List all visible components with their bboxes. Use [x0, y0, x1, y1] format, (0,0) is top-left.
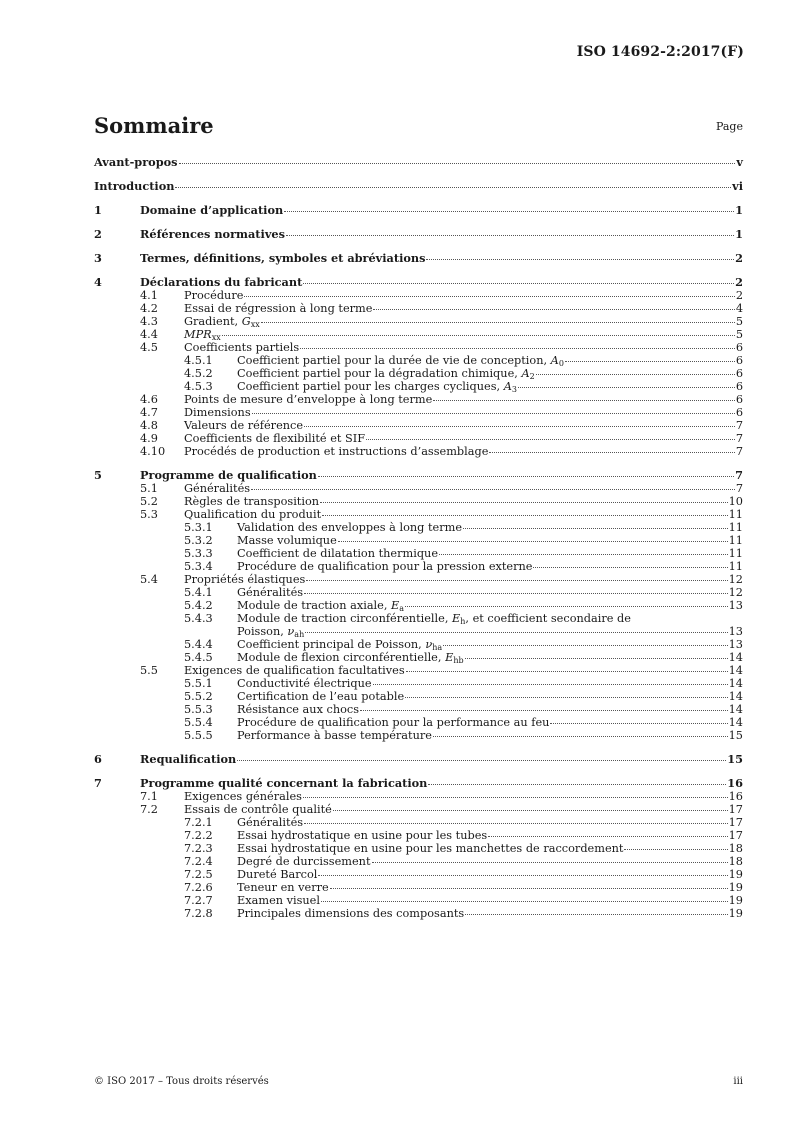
toc-entry-title: Teneur en verre — [237, 881, 329, 894]
toc-entry-title: Coefficient partiel pour les charges cycliques, $A_3$ — [237, 380, 517, 394]
toc-entry-page: 18 — [728, 842, 743, 855]
toc-entry-number: 7.2.4 — [184, 855, 213, 868]
toc-entry-number: 7.2.7 — [184, 894, 213, 907]
toc-entry[interactable] — [94, 599, 743, 612]
toc-entry-page: 7 — [735, 419, 743, 432]
toc-entry-number: 5.4.1 — [184, 586, 213, 599]
toc-leader-dots — [304, 593, 728, 594]
page-column-label: Page — [715, 120, 743, 133]
toc-entry[interactable] — [94, 482, 743, 495]
toc-entry-page: 6 — [735, 354, 743, 367]
toc-leader-dots — [318, 875, 727, 876]
toc-leader-dots — [443, 645, 727, 646]
toc-leader-dots — [304, 426, 735, 427]
page-title: Sommaire — [94, 113, 214, 138]
toc-leader-dots — [330, 888, 728, 889]
toc-entry-number: 4.2 — [140, 302, 158, 315]
toc-entry-page: 19 — [728, 894, 743, 907]
toc-leader-dots — [428, 784, 726, 785]
toc-entry[interactable] — [94, 625, 743, 638]
toc-entry-title: Coefficients de flexibilité et SIF — [184, 432, 366, 445]
toc-entry-page: 19 — [728, 881, 743, 894]
toc-leader-dots — [465, 658, 728, 659]
toc-entry-number: 4.7 — [140, 406, 158, 419]
toc-leader-dots — [261, 322, 735, 323]
toc-entry-title: Coefficient partiel pour la durée de vie de conception, $A_0$ — [237, 354, 564, 368]
toc-entry[interactable] — [94, 868, 743, 881]
toc-entry[interactable] — [94, 842, 743, 855]
toc-entry-page: 14 — [728, 677, 743, 690]
toc-entry-number: 5.5.1 — [184, 677, 213, 690]
toc-entry-page: 15 — [728, 729, 743, 742]
toc-entry-page: 7 — [735, 432, 743, 445]
toc-leader-dots — [465, 914, 727, 915]
toc-entry-number: 5.4.3 — [184, 612, 213, 625]
toc-entry-page: 6 — [735, 393, 743, 406]
toc-entry-number: 4.5.1 — [184, 354, 213, 367]
toc-leader-dots — [300, 348, 735, 349]
toc-entry-page: 7 — [735, 482, 743, 495]
toc-entry[interactable] — [94, 508, 743, 521]
toc-leader-dots — [366, 439, 735, 440]
toc-entry-number: 5.3.3 — [184, 547, 213, 560]
toc-entry-title: Procédés de production et instructions d’assemblage — [184, 445, 489, 458]
document-code: ISO 14692-2:2017(F) — [576, 44, 744, 60]
toc-leader-dots — [320, 502, 728, 503]
toc-leader-dots — [463, 528, 728, 529]
toc-entry-page: 14 — [728, 716, 743, 729]
toc-entry-number: 7.2.3 — [184, 842, 213, 855]
toc-entry-number: 5.3.4 — [184, 560, 213, 573]
toc-entry[interactable] — [94, 521, 743, 534]
toc-leader-dots — [372, 862, 728, 863]
toc-entry-page: 7 — [735, 468, 743, 482]
toc-entry-title: Procédure — [184, 289, 244, 302]
toc-entry[interactable] — [94, 406, 743, 419]
toc-entry-page: 1 — [735, 227, 743, 241]
toc-entry-page: 2 — [735, 289, 743, 302]
toc-entry-page: 10 — [728, 495, 743, 508]
toc-entry-title: Références normatives — [140, 227, 285, 241]
toc-leader-dots — [406, 671, 728, 672]
toc-entry-title: Avant-propos — [94, 155, 178, 169]
toc-entry[interactable] — [94, 315, 743, 328]
toc-leader-dots — [360, 710, 728, 711]
toc-entry-page: 4 — [735, 302, 743, 315]
toc-entry-title: Masse volumique — [237, 534, 337, 547]
toc-entry[interactable] — [94, 586, 743, 599]
toc-entry-number: 4.4 — [140, 328, 158, 341]
toc-leader-dots — [303, 283, 734, 284]
toc-entry[interactable] — [94, 367, 743, 380]
toc-entry-title: Procédure de qualification pour la performance au feu — [237, 716, 550, 729]
toc-entry-title: Introduction — [94, 179, 175, 193]
toc-entry-page: 5 — [735, 328, 743, 341]
toc-entry-page: 6 — [735, 406, 743, 419]
toc-leader-dots — [175, 187, 731, 188]
toc-entry-title: Règles de transposition — [184, 495, 320, 508]
toc-entry-title: Coefficients partiels — [184, 341, 300, 354]
toc-entry-page: 16 — [727, 776, 743, 790]
toc-entry[interactable] — [94, 328, 743, 341]
toc-entry[interactable] — [94, 495, 743, 508]
toc-entry-page: 12 — [728, 586, 743, 599]
toc-entry-number: 5.4.2 — [184, 599, 213, 612]
toc-entry-title: Essai hydrostatique en usine pour les manchettes de raccordement — [237, 842, 624, 855]
toc-leader-dots — [624, 849, 727, 850]
toc-entry[interactable] — [94, 803, 743, 816]
toc-entry-title: Dureté Barcol — [237, 868, 318, 881]
toc-leader-dots — [536, 374, 735, 375]
toc-entry-number: 7 — [94, 776, 102, 790]
toc-entry[interactable] — [94, 573, 743, 586]
toc-leader-dots — [252, 413, 735, 414]
toc-entry[interactable] — [94, 419, 743, 432]
toc-entry-page: 18 — [728, 855, 743, 868]
toc-entry-number: 1 — [94, 203, 102, 217]
toc-entry-title: Examen visuel — [237, 894, 320, 907]
toc-entry-title: Programme qualité concernant la fabrication — [140, 776, 428, 790]
toc-leader-dots — [333, 810, 728, 811]
toc-entry[interactable] — [94, 445, 743, 458]
toc-entry-page: 19 — [728, 907, 743, 920]
table-of-contents — [94, 156, 743, 920]
toc-leader-dots — [433, 400, 735, 401]
toc-leader-dots — [488, 836, 727, 837]
toc-entry-title: Généralités — [237, 586, 304, 599]
toc-entry[interactable] — [94, 341, 743, 354]
toc-leader-dots — [489, 452, 734, 453]
toc-entry-number: 5.3.2 — [184, 534, 213, 547]
toc-entry-page: 14 — [728, 703, 743, 716]
toc-entry[interactable] — [94, 156, 743, 169]
toc-entry-number: 5.4.5 — [184, 651, 213, 664]
toc-entry-page: 19 — [728, 868, 743, 881]
toc-entry-number: 4.5.3 — [184, 380, 213, 393]
toc-entry-number: 5.5.2 — [184, 690, 213, 703]
toc-leader-dots — [405, 606, 728, 607]
toc-entry-number: 4.3 — [140, 315, 158, 328]
toc-entry-title: Validation des enveloppes à long terme — [237, 521, 463, 534]
toc-leader-dots — [433, 736, 728, 737]
toc-entry[interactable] — [94, 664, 743, 677]
toc-entry-number: 7.2.8 — [184, 907, 213, 920]
toc-entry[interactable] — [94, 469, 743, 482]
toc-entry-title: Poisson, $\nu_{ah}$ — [237, 625, 305, 639]
toc-entry-page: 17 — [728, 803, 743, 816]
toc-entry-page: v — [736, 155, 743, 169]
toc-entry[interactable] — [94, 638, 743, 651]
toc-leader-dots — [244, 296, 734, 297]
toc-entry-number: 7.2.2 — [184, 829, 213, 842]
toc-entry-number: 5.5.4 — [184, 716, 213, 729]
toc-entry-number: 5.5.5 — [184, 729, 213, 742]
toc-entry-page: 14 — [728, 690, 743, 703]
toc-entry-title: Valeurs de référence — [184, 419, 304, 432]
toc-entry-number: 7.2 — [140, 803, 158, 816]
toc-entry-page: 13 — [728, 599, 743, 612]
toc-entry-number: 4.6 — [140, 393, 158, 406]
toc-leader-dots — [179, 163, 736, 164]
toc-entry[interactable] — [94, 777, 743, 790]
toc-entry-title: Essai hydrostatique en usine pour les tubes — [237, 829, 488, 842]
toc-entry[interactable] — [94, 534, 743, 547]
toc-entry-number: 4.9 — [140, 432, 158, 445]
toc-leader-dots — [286, 235, 734, 236]
toc-entry-title: Module de traction circonférentielle, $E_h$, et coefficient secondaire de — [237, 612, 631, 626]
toc-entry-number: 7.2.5 — [184, 868, 213, 881]
footer-copyright: © ISO 2017 – Tous droits réservés — [94, 1076, 269, 1087]
toc-entry-number: 7.2.1 — [184, 816, 213, 829]
toc-entry-page: 17 — [728, 816, 743, 829]
toc-entry[interactable] — [94, 816, 743, 829]
toc-entry[interactable] — [94, 753, 743, 766]
toc-entry-title: Essais de contrôle qualité — [184, 803, 332, 816]
toc-entry-number: 3 — [94, 251, 102, 265]
toc-entry[interactable] — [94, 829, 743, 842]
toc-leader-dots — [550, 723, 727, 724]
toc-entry-page: 6 — [735, 380, 743, 393]
toc-entry-number: 5 — [94, 468, 102, 482]
toc-entry-title: Module de traction axiale, $E_a$ — [237, 599, 405, 613]
toc-entry-number: 5.2 — [140, 495, 158, 508]
toc-leader-dots — [318, 476, 734, 477]
toc-entry-title: Domaine d’application — [140, 203, 284, 217]
toc-entry-page: 13 — [728, 625, 743, 638]
toc-entry[interactable] — [94, 228, 743, 241]
toc-entry-number: 7.1 — [140, 790, 158, 803]
toc-leader-dots — [251, 489, 735, 490]
toc-entry-number: 4.8 — [140, 419, 158, 432]
toc-leader-dots — [306, 580, 727, 581]
toc-entry-title: Procédure de qualification pour la pression externe — [237, 560, 533, 573]
toc-entry-page: 2 — [735, 251, 743, 265]
toc-entry[interactable] — [94, 560, 743, 573]
toc-entry-title: Points de mesure d’enveloppe à long terme — [184, 393, 433, 406]
toc-entry[interactable] — [94, 729, 743, 742]
toc-entry-title: Performance à basse température — [237, 729, 432, 742]
toc-leader-dots — [322, 515, 728, 516]
toc-entry[interactable] — [94, 432, 743, 445]
toc-entry-title: Module de flexion circonférentielle, $E_{hb}$ — [237, 651, 464, 665]
toc-leader-dots — [565, 361, 735, 362]
toc-entry-page: 11 — [728, 560, 743, 573]
toc-entry[interactable] — [94, 547, 743, 560]
toc-entry[interactable] — [94, 180, 743, 193]
toc-entry-title: Essai de régression à long terme — [184, 302, 373, 315]
toc-entry-title: Programme de qualification — [140, 468, 317, 482]
toc-entry-title: Propriétés élastiques — [184, 573, 306, 586]
toc-entry[interactable] — [94, 380, 743, 393]
toc-entry[interactable] — [94, 894, 743, 907]
toc-entry-title: Principales dimensions des composants — [237, 907, 465, 920]
toc-leader-dots — [518, 387, 735, 388]
toc-entry-page: 7 — [735, 445, 743, 458]
toc-leader-dots — [222, 335, 735, 336]
toc-entry-page: vi — [732, 179, 743, 193]
toc-leader-dots — [304, 823, 728, 824]
toc-leader-dots — [338, 541, 728, 542]
toc-entry-number: 4 — [94, 275, 102, 289]
toc-entry-title: Généralités — [237, 816, 304, 829]
toc-entry-page: 6 — [735, 367, 743, 380]
toc-entry-page: 17 — [728, 829, 743, 842]
toc-entry-page: 2 — [735, 275, 743, 289]
toc-entry-number: 4.5.2 — [184, 367, 213, 380]
toc-entry-page: 11 — [728, 547, 743, 560]
toc-entry[interactable] — [94, 354, 743, 367]
toc-leader-dots — [321, 901, 728, 902]
toc-entry-title: Termes, définitions, symboles et abréviations — [140, 251, 426, 265]
toc-entry-number: 7.2.6 — [184, 881, 213, 894]
toc-entry-number: 5.5 — [140, 664, 158, 677]
toc-entry[interactable] — [94, 302, 743, 315]
toc-entry-page: 14 — [728, 664, 743, 677]
toc-entry-number: 6 — [94, 752, 102, 766]
toc-entry[interactable] — [94, 612, 743, 625]
toc-entry-page: 14 — [728, 651, 743, 664]
toc-entry-number: 5.5.3 — [184, 703, 213, 716]
toc-entry-number: 5.1 — [140, 482, 158, 495]
toc-entry-page: 6 — [735, 341, 743, 354]
toc-leader-dots — [426, 259, 734, 260]
toc-entry-title: Exigences de qualification facultatives — [184, 664, 405, 677]
toc-leader-dots — [305, 632, 727, 633]
toc-entry[interactable] — [94, 690, 743, 703]
toc-entry-page: 5 — [735, 315, 743, 328]
toc-entry-page: 11 — [728, 508, 743, 521]
toc-leader-dots — [284, 211, 734, 212]
toc-entry-page: 11 — [728, 534, 743, 547]
toc-entry-number: 5.3.1 — [184, 521, 213, 534]
footer-page-number: iii — [733, 1076, 743, 1087]
toc-entry-page: 15 — [727, 752, 743, 766]
toc-entry[interactable] — [94, 881, 743, 894]
toc-entry-title: Dimensions — [184, 406, 251, 419]
toc-entry[interactable] — [94, 703, 743, 716]
toc-entry-page: 11 — [728, 521, 743, 534]
toc-leader-dots — [237, 760, 726, 761]
toc-leader-dots — [439, 554, 728, 555]
toc-entry-number: 5.4 — [140, 573, 158, 586]
toc-entry-title: Requalification — [140, 752, 237, 766]
toc-entry-title: Résistance aux chocs — [237, 703, 360, 716]
toc-entry-title: Coefficient de dilatation thermique — [237, 547, 439, 560]
toc-entry[interactable] — [94, 907, 743, 920]
toc-entry-page: 1 — [735, 203, 743, 217]
toc-entry-title: Qualification du produit — [184, 508, 322, 521]
toc-entry-number: 4.5 — [140, 341, 158, 354]
toc-entry-title: Exigences générales — [184, 790, 302, 803]
toc-entry[interactable] — [94, 276, 743, 289]
toc-entry[interactable] — [94, 677, 743, 690]
toc-entry[interactable] — [94, 790, 743, 803]
toc-entry[interactable] — [94, 252, 743, 265]
toc-leader-dots — [373, 684, 728, 685]
toc-entry-number: 5.4.4 — [184, 638, 213, 651]
toc-entry-title: Déclarations du fabricant — [140, 275, 303, 289]
toc-entry[interactable] — [94, 716, 743, 729]
toc-leader-dots — [373, 309, 734, 310]
toc-entry-title: Certification de l’eau potable — [237, 690, 405, 703]
toc-entry-title: Degré de durcissement — [237, 855, 371, 868]
toc-entry-title: Coefficient partiel pour la dégradation chimique, $A_2$ — [237, 367, 535, 381]
toc-entry-title: Gradient, $G_{xx}$ — [184, 315, 260, 329]
toc-entry[interactable] — [94, 855, 743, 868]
toc-entry-page: 16 — [728, 790, 743, 803]
toc-entry[interactable] — [94, 651, 743, 664]
toc-entry[interactable] — [94, 393, 743, 406]
toc-leader-dots — [405, 697, 727, 698]
toc-entry-number: 5.3 — [140, 508, 158, 521]
toc-entry-title: $MPR_{xx}$ — [184, 328, 221, 342]
toc-entry-page: 12 — [728, 573, 743, 586]
toc-entry-title: Conductivité électrique — [237, 677, 372, 690]
toc-leader-dots — [533, 567, 727, 568]
toc-entry-page: 13 — [728, 638, 743, 651]
toc-entry-title: Généralités — [184, 482, 251, 495]
toc-entry-number: 4.10 — [140, 445, 166, 458]
toc-entry-number: 2 — [94, 227, 102, 241]
toc-entry[interactable] — [94, 289, 743, 302]
toc-entry-title: Coefficient principal de Poisson, $\nu_{ha}$ — [237, 638, 443, 652]
toc-entry-number: 4.1 — [140, 289, 158, 302]
toc-leader-dots — [303, 797, 728, 798]
toc-entry[interactable] — [94, 204, 743, 217]
